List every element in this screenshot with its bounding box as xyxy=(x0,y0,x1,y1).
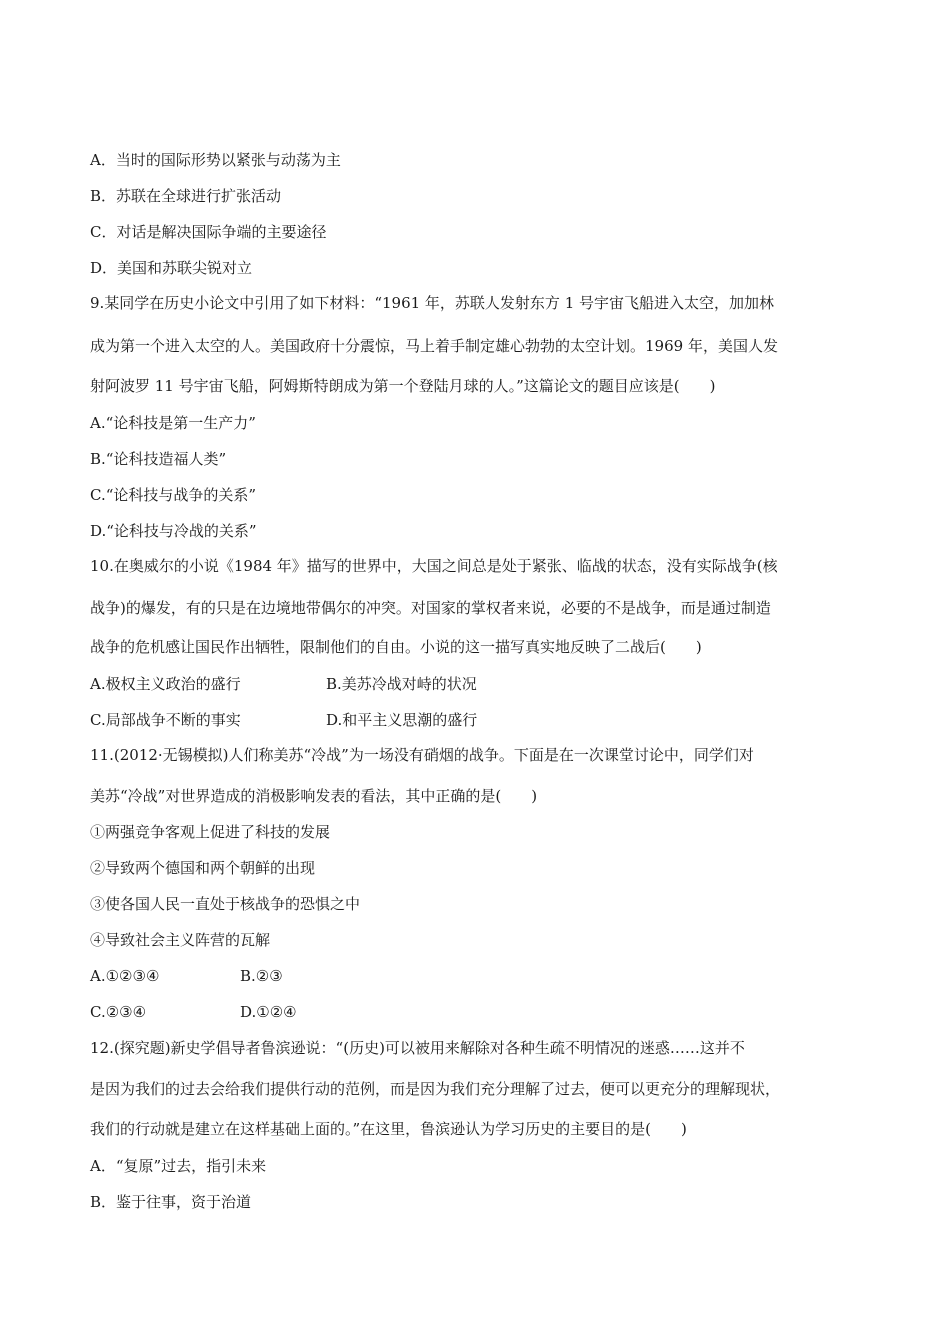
q10-option-b: B.美苏冷战对峙的状况 xyxy=(326,675,477,693)
q11-item-2: ②导致两个德国和两个朝鲜的出现 xyxy=(90,859,316,877)
q9-option-b: B.“论科技造福人类” xyxy=(90,450,227,468)
q10-stem-line2: 战争)的爆发，有的只是在边境地带偶尔的冲突。对国家的掌权者来说，必要的不是战争，而是通过制造 xyxy=(90,599,771,617)
q9-stem-line3: 射阿波罗 11 号宇宙飞船，阿姆斯特朗成为第一个登陆月球的人。”这篇论文的题目应该是( ) xyxy=(90,377,716,395)
q8-option-b: B．苏联在全球进行扩张活动 xyxy=(90,187,282,205)
q11-item-1: ①两强竞争客观上促进了科技的发展 xyxy=(90,823,331,841)
q10-option-c: C.局部战争不断的事实 xyxy=(90,711,241,729)
q9-stem-line2: 成为第一个进入太空的人。美国政府十分震惊，马上着手制定雄心勃勃的太空计划。1969 年，美国人发 xyxy=(90,337,778,355)
q12-stem-line1: 12.(探究题)新史学倡导者鲁滨逊说：“(历史)可以被用来解除对各种生疏不明情况的迷惑……这并不 xyxy=(90,1039,745,1057)
q9-option-d: D.“论科技与冷战的关系” xyxy=(90,522,257,540)
q11-item-3: ③使各国人民一直处于核战争的恐惧之中 xyxy=(90,895,361,913)
q12-option-a: A．“复原”过去，指引未来 xyxy=(90,1157,267,1175)
q11-option-d: D.①②④ xyxy=(240,1003,297,1021)
q8-option-c: C．对话是解决国际争端的主要途径 xyxy=(90,223,327,241)
q11-stem-line1: 11.(2012·无锡模拟)人们称美苏“冷战”为一场没有硝烟的战争。下面是在一次课堂讨论中，同学们对 xyxy=(90,746,754,764)
q11-option-a: A.①②③④ xyxy=(90,967,160,985)
q11-options-row1 xyxy=(90,966,690,986)
q11-option-b: B.②③ xyxy=(240,967,283,985)
q11-options-row2 xyxy=(90,1002,690,1022)
q12-option-b: B．鉴于往事，资于治道 xyxy=(90,1193,252,1211)
q8-option-a: A．当时的国际形势以紧张与动荡为主 xyxy=(90,151,341,169)
q10-options-row2 xyxy=(90,710,890,730)
q10-stem-line1: 10.在奥威尔的小说《1984 年》描写的世界中，大国之间总是处于紧张、临战的状态，没有实际战争(核 xyxy=(90,557,778,575)
q10-option-d: D.和平主义思潮的盛行 xyxy=(326,711,478,729)
q10-option-a: A.极权主义政治的盛行 xyxy=(90,675,241,693)
q12-stem-line2: 是因为我们的过去会给我们提供行动的范例，而是因为我们充分理解了过去，便可以更充分的理解现状， xyxy=(90,1080,781,1098)
q11-item-4: ④导致社会主义阵营的瓦解 xyxy=(90,931,271,949)
q11-stem-line2: 美苏“冷战”对世界造成的消极影响发表的看法，其中正确的是( ) xyxy=(90,787,538,805)
q10-stem-line3: 战争的危机感让国民作出牺牲，限制他们的自由。小说的这一描写真实地反映了二战后( ) xyxy=(90,638,702,656)
q8-option-d: D．美国和苏联尖锐对立 xyxy=(90,259,253,277)
q10-options-row1 xyxy=(90,674,890,694)
q9-option-c: C.“论科技与战争的关系” xyxy=(90,486,257,504)
q11-option-c: C.②③④ xyxy=(90,1003,147,1021)
q12-stem-line3: 我们的行动就是建立在这样基础上面的。”在这里，鲁滨逊认为学习历史的主要目的是( ) xyxy=(90,1120,687,1138)
q9-option-a: A.“论科技是第一生产力” xyxy=(90,414,256,432)
q9-stem-line1: 9.某同学在历史小论文中引用了如下材料：“1961 年，苏联人发射东方 1 号宇宙飞船进入太空，加加林 xyxy=(90,294,775,312)
